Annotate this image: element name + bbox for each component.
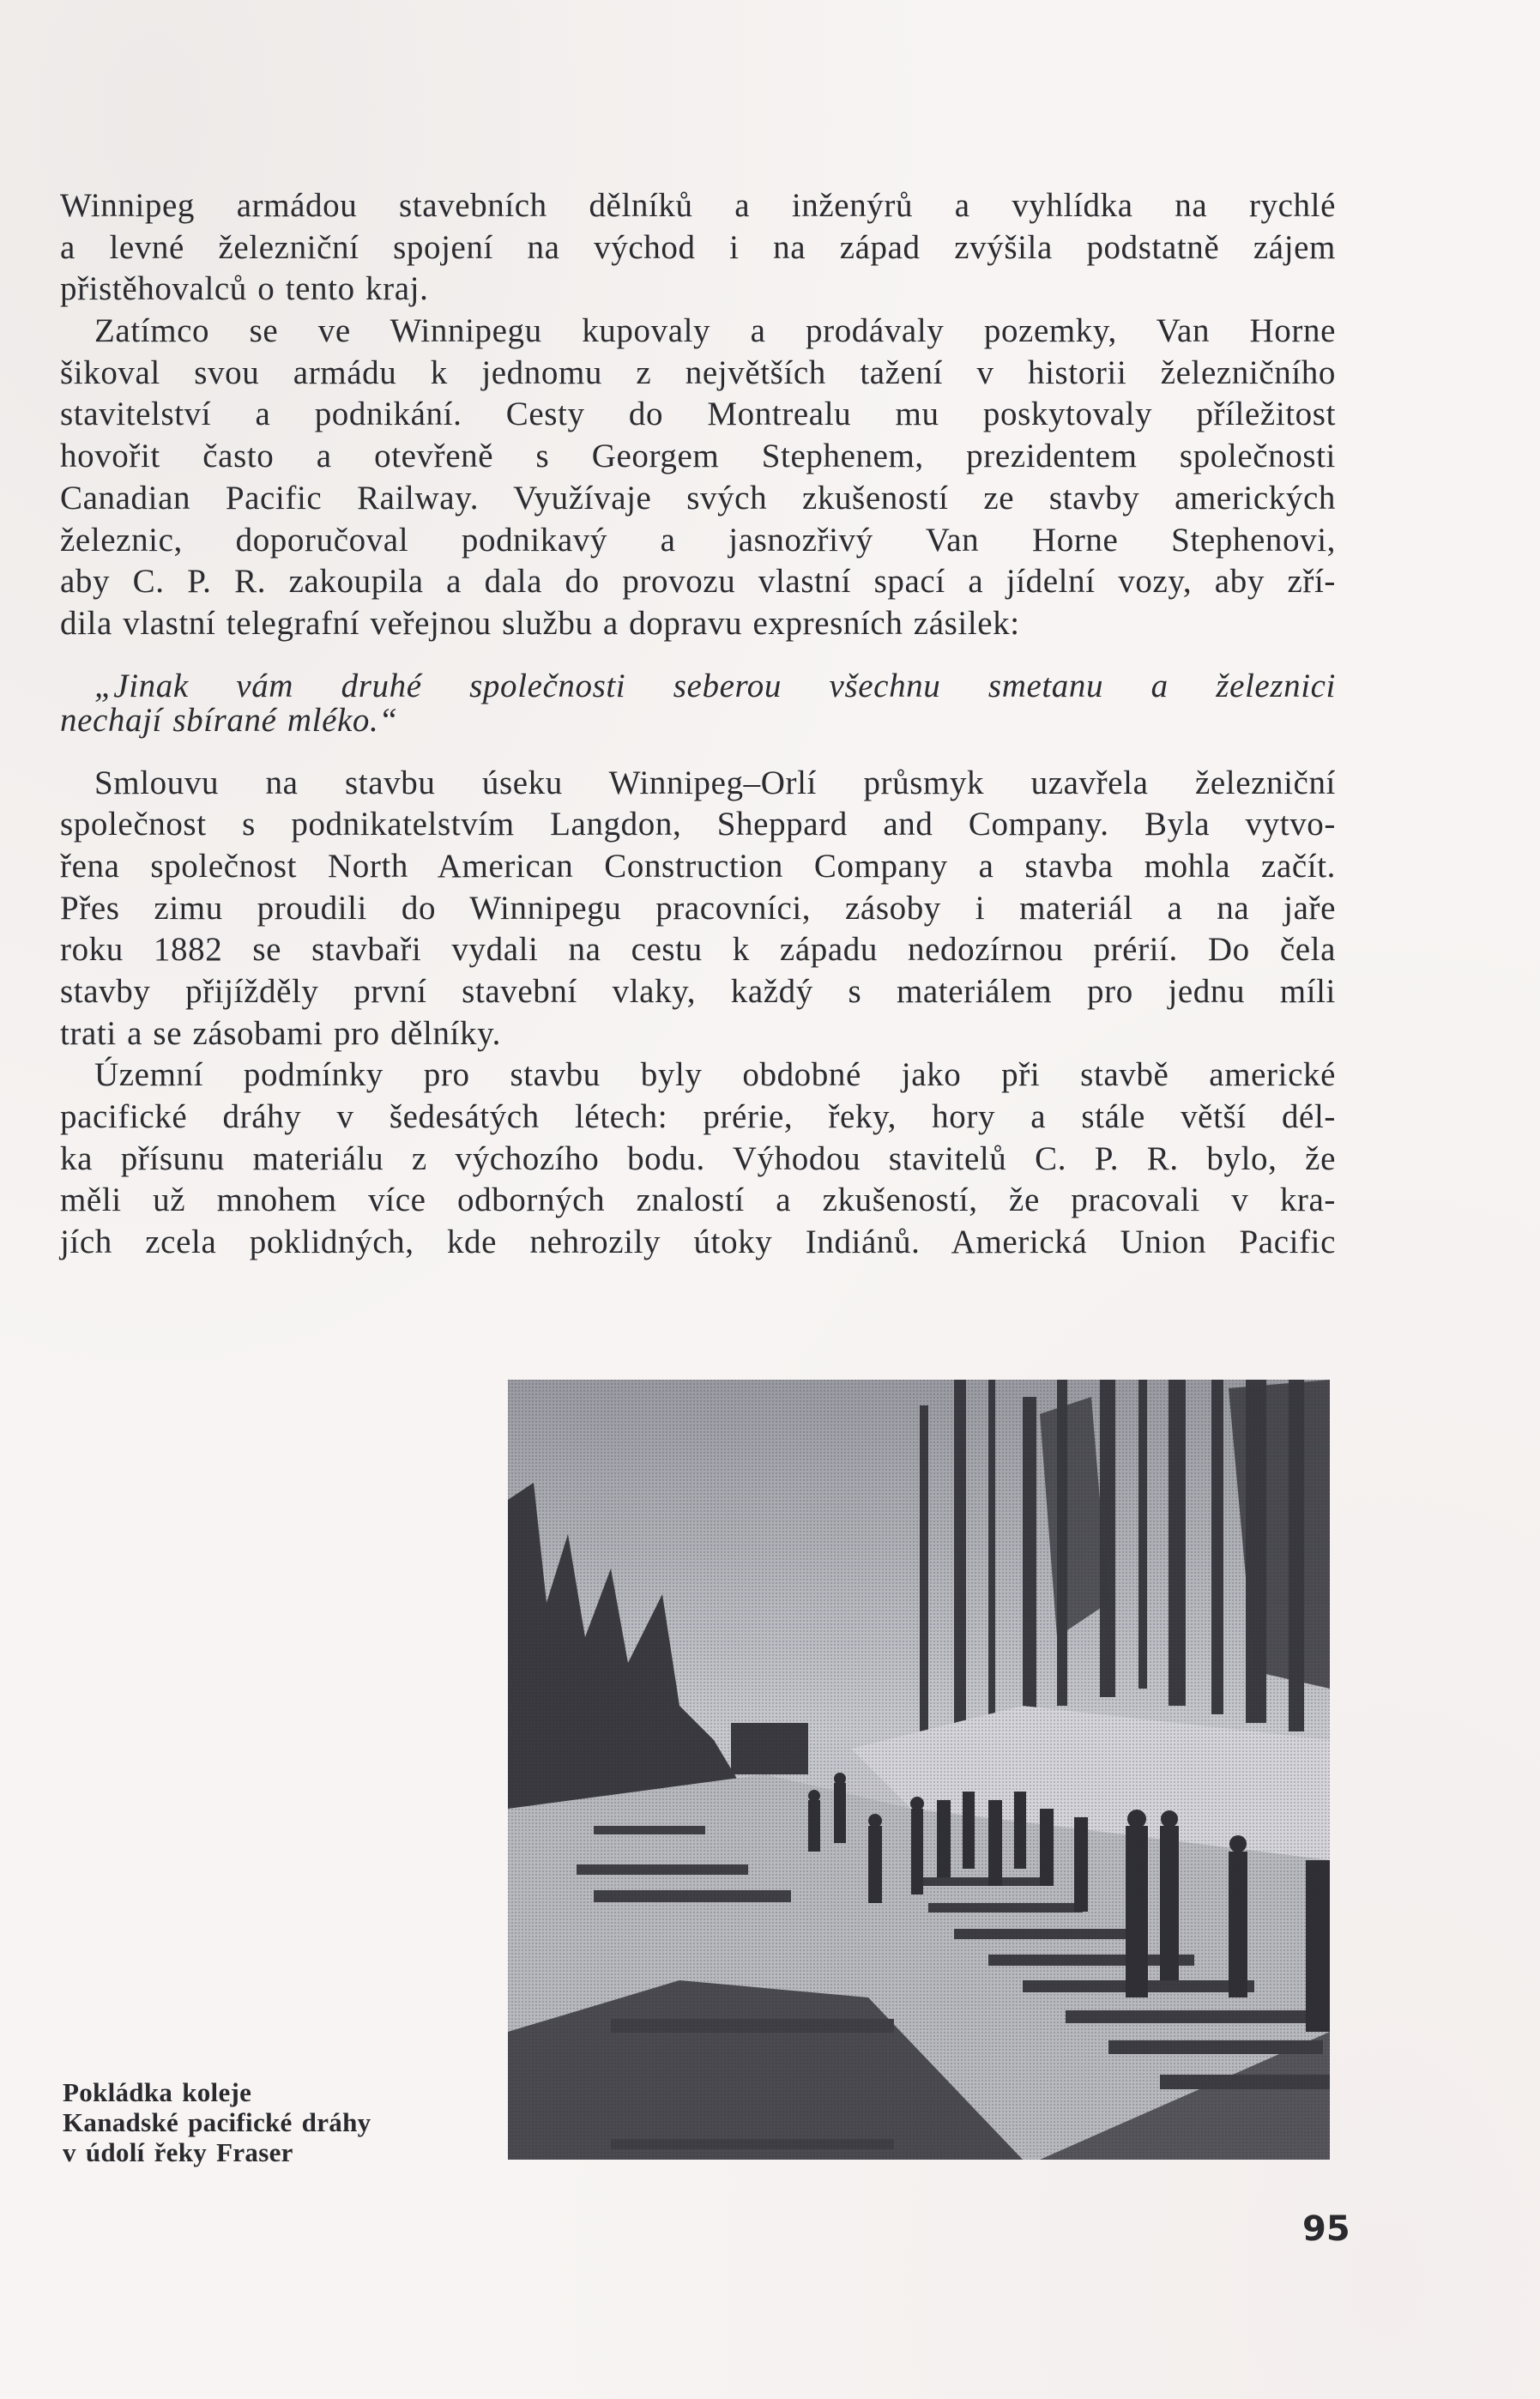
text-line: měli už mnohem více odborných znalostí a zkušeností, že pracovali v kra- (60, 1181, 1336, 1219)
text-column (60, 185, 1336, 1264)
halftone-texture (508, 1380, 1330, 2160)
photo-illustration (508, 1380, 1330, 2160)
text-line: roku 1882 se stavbaři vydali na cestu k západu nedozírnou prérií. Do čela (60, 931, 1336, 969)
text-line: šikoval svou armádu k jednomu z největších tažení v historii železničního (60, 354, 1336, 391)
text-line: stavby přijížděly první stavební vlaky, každý s materiálem pro jednu míli (60, 973, 1336, 1010)
paragraph-1 (60, 185, 1336, 311)
text-line: stavitelství a podnikání. Cesty do Montrealu mu poskytovaly příležitost (60, 396, 1336, 433)
text-line: jích zcela poklidných, kde nehrozily útoky Indiánů. Americká Union Pacific (60, 1224, 1336, 1261)
caption-line: Pokládka koleje (63, 2077, 252, 2107)
text-line: Přes zimu proudili do Winnipegu pracovníci, zásoby i materiál a na jaře (60, 889, 1336, 927)
text-line: ka přísunu materiálu z výchozího bodu. Výhodou stavitelů C. P. R. bylo, že (60, 1139, 1336, 1177)
text-line: přistěhovalců o tento kraj. (60, 270, 429, 308)
quote-line: „Jinak vám druhé společnosti seberou všechnu smetanu a železnici (94, 667, 1336, 704)
block-quote (60, 669, 1336, 738)
quote-line: nechají sbírané mléko.“ (60, 701, 398, 739)
text-line: společnost s podnikatelstvím Langdon, Sheppard and Company. Byla vytvo- (60, 806, 1336, 843)
caption-line: Kanadské pacifické dráhy (63, 2107, 371, 2137)
text-line: aby C. P. R. zakoupila a dala do provozu vlastní spací a jídelní vozy, aby zří- (60, 563, 1336, 601)
page-number: 95 (1302, 2209, 1350, 2249)
figure-caption (63, 2077, 371, 2167)
text-line: Canadian Pacific Railway. Využívaje svých zkušeností ze stavby amerických (60, 479, 1336, 517)
text-line: Územní podmínky pro stavbu byly obdobné jako při stavbě americké (94, 1056, 1336, 1094)
text-line: pacifické dráhy v šedesátých létech: prérie, řeky, hory a stále větší dél- (60, 1098, 1336, 1136)
paragraph-2 (60, 311, 1336, 645)
text-line: železnic, doporučoval podnikavý a jasnozřivý Van Horne Stephenovi, (60, 521, 1336, 559)
text-line: Smlouvu na stavbu úseku Winnipeg–Orlí průsmyk uzavřela železniční (94, 764, 1336, 801)
text-line: hovořit často a otevřeně s Georgem Stephenem, prezidentem společnosti (60, 438, 1336, 475)
text-line: řena společnost North American Construction Company a stavba mohla začít. (60, 847, 1336, 885)
text-line: dila vlastní telegrafní veřejnou službu a dopravu expresních zásilek: (60, 604, 1020, 642)
paragraph-3 (60, 763, 1336, 1055)
text-line: Zatímco se ve Winnipegu kupovaly a prodávaly pozemky, Van Horne (94, 312, 1336, 350)
paragraph-4 (60, 1054, 1336, 1263)
railway-track-laying-photo (508, 1380, 1330, 2160)
text-line: trati a se zásobami pro dělníky. (60, 1014, 502, 1052)
caption-line: v údolí řeky Fraser (63, 2137, 293, 2167)
text-line: Winnipeg armádou stavebních dělníků a inženýrů a vyhlídka na rychlé (60, 187, 1336, 224)
text-line: a levné železniční spojení na východ i na západ zvýšila podstatně zájem (60, 228, 1336, 266)
